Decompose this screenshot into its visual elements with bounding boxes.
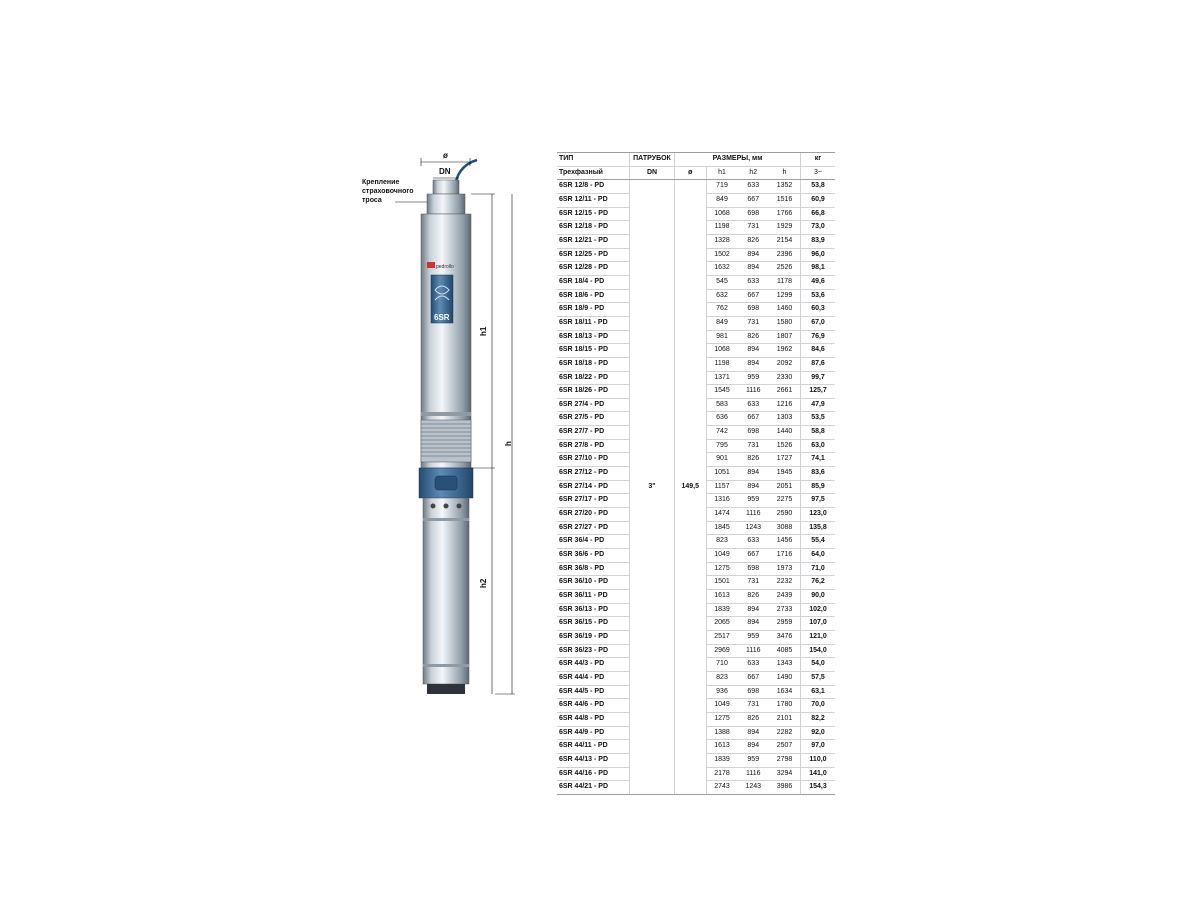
- cell-h1: 1502: [706, 248, 738, 262]
- cell-type: 6SR 27/17 - PD: [557, 494, 630, 508]
- cell-h: 2590: [769, 508, 801, 522]
- cell-weight: 67,0: [801, 316, 836, 330]
- spec-table: [557, 152, 835, 795]
- cell-weight: 121,0: [801, 630, 836, 644]
- cell-h1: 545: [706, 275, 738, 289]
- cell-h2: 1116: [738, 508, 770, 522]
- cell-h: 1299: [769, 289, 801, 303]
- cell-h2: 1116: [738, 644, 770, 658]
- cell-h2: 731: [738, 699, 770, 713]
- header-kg-sub: 3~: [801, 166, 836, 180]
- cell-weight: 87,6: [801, 357, 836, 371]
- cell-h: 1440: [769, 426, 801, 440]
- cell-h1: 1157: [706, 480, 738, 494]
- cell-h: 2798: [769, 753, 801, 767]
- cell-weight: 83,9: [801, 234, 836, 248]
- cell-type: 6SR 27/7 - PD: [557, 426, 630, 440]
- cell-h2: 633: [738, 535, 770, 549]
- cell-type: 6SR 12/25 - PD: [557, 248, 630, 262]
- cell-h2: 894: [738, 617, 770, 631]
- cell-h2: 826: [738, 712, 770, 726]
- cell-h1: 2969: [706, 644, 738, 658]
- cell-h1: 1275: [706, 712, 738, 726]
- cell-weight: 135,8: [801, 521, 836, 535]
- cell-h: 1178: [769, 275, 801, 289]
- cell-h2: 959: [738, 494, 770, 508]
- cell-h: 1303: [769, 412, 801, 426]
- cell-weight: 49,6: [801, 275, 836, 289]
- cell-weight: 97,5: [801, 494, 836, 508]
- cell-weight: 47,9: [801, 398, 836, 412]
- cell-h1: 901: [706, 453, 738, 467]
- cell-h: 2051: [769, 480, 801, 494]
- dim-h2-label: h2: [479, 578, 488, 588]
- cell-h2: 959: [738, 630, 770, 644]
- cell-h2: 698: [738, 562, 770, 576]
- cell-weight: 60,3: [801, 303, 836, 317]
- brand-badge-text: 6SR: [434, 313, 450, 322]
- cell-type: 6SR 18/4 - PD: [557, 275, 630, 289]
- cell-h2: 1116: [738, 385, 770, 399]
- cell-weight: 96,0: [801, 248, 836, 262]
- cell-type: 6SR 12/18 - PD: [557, 221, 630, 235]
- cell-weight: 83,6: [801, 467, 836, 481]
- cell-h: 1456: [769, 535, 801, 549]
- cell-type: 6SR 44/3 - PD: [557, 658, 630, 672]
- cell-type: 6SR 18/15 - PD: [557, 344, 630, 358]
- cell-type: 6SR 36/4 - PD: [557, 535, 630, 549]
- cell-h: 1945: [769, 467, 801, 481]
- cell-h: 1727: [769, 453, 801, 467]
- cell-weight: 141,0: [801, 767, 836, 781]
- cell-h2: 894: [738, 480, 770, 494]
- motor-bolt: [457, 504, 462, 509]
- header-dimensions: РАЗМЕРЫ, мм: [675, 153, 801, 167]
- cell-h2: 667: [738, 412, 770, 426]
- cell-h1: 1613: [706, 590, 738, 604]
- cell-weight: 154,0: [801, 644, 836, 658]
- cell-type: 6SR 36/19 - PD: [557, 630, 630, 644]
- cell-h: 2282: [769, 726, 801, 740]
- cell-weight: 60,9: [801, 193, 836, 207]
- cell-h2: 894: [738, 248, 770, 262]
- cell-h2: 826: [738, 330, 770, 344]
- cell-h1: 1316: [706, 494, 738, 508]
- cell-h1: 849: [706, 316, 738, 330]
- cell-h2: 959: [738, 371, 770, 385]
- cell-weight: 92,0: [801, 726, 836, 740]
- cell-type: 6SR 18/18 - PD: [557, 357, 630, 371]
- cell-h: 2733: [769, 603, 801, 617]
- cell-weight: 53,6: [801, 289, 836, 303]
- cell-weight: 74,1: [801, 453, 836, 467]
- cell-h: 1343: [769, 658, 801, 672]
- cell-h1: 710: [706, 658, 738, 672]
- cell-type: 6SR 12/28 - PD: [557, 262, 630, 276]
- cell-weight: 64,0: [801, 549, 836, 563]
- cell-h2: 826: [738, 234, 770, 248]
- cell-h1: 1068: [706, 344, 738, 358]
- cell-h: 2275: [769, 494, 801, 508]
- cell-h1: 1371: [706, 371, 738, 385]
- cell-type: 6SR 12/8 - PD: [557, 180, 630, 194]
- cell-h1: 762: [706, 303, 738, 317]
- cell-type: 6SR 27/14 - PD: [557, 480, 630, 494]
- cell-h2: 731: [738, 316, 770, 330]
- logo-mark: [427, 262, 435, 268]
- cell-h: 2154: [769, 234, 801, 248]
- cell-weight: 58,8: [801, 426, 836, 440]
- logo-text: pedrollo: [436, 264, 454, 270]
- cell-outlet-dn: [630, 180, 675, 795]
- cell-type: 6SR 18/9 - PD: [557, 303, 630, 317]
- cell-h2: 826: [738, 590, 770, 604]
- cell-type: 6SR 44/9 - PD: [557, 726, 630, 740]
- cell-h: 1807: [769, 330, 801, 344]
- cell-type: 6SR 18/6 - PD: [557, 289, 630, 303]
- cell-type: 6SR 27/10 - PD: [557, 453, 630, 467]
- motor-bolt: [431, 504, 436, 509]
- cell-h: 1216: [769, 398, 801, 412]
- cell-h1: 1839: [706, 603, 738, 617]
- cell-weight: 98,1: [801, 262, 836, 276]
- cell-weight: 70,0: [801, 699, 836, 713]
- cell-h1: 1275: [706, 562, 738, 576]
- cell-h1: 1198: [706, 221, 738, 235]
- cell-h: 2232: [769, 576, 801, 590]
- cell-h: 3294: [769, 767, 801, 781]
- cell-weight: 76,9: [801, 330, 836, 344]
- cell-h1: 2065: [706, 617, 738, 631]
- cell-type: 6SR 36/11 - PD: [557, 590, 630, 604]
- cell-h2: 1116: [738, 767, 770, 781]
- cell-h1: 1474: [706, 508, 738, 522]
- cell-h1: 2743: [706, 781, 738, 795]
- cell-h2: 1243: [738, 521, 770, 535]
- cell-h: 1526: [769, 439, 801, 453]
- dim-h-label: h: [504, 441, 513, 446]
- cell-h: 1780: [769, 699, 801, 713]
- cell-type: 6SR 12/11 - PD: [557, 193, 630, 207]
- cell-type: 6SR 12/15 - PD: [557, 207, 630, 221]
- cell-type: 6SR 44/21 - PD: [557, 781, 630, 795]
- cell-h1: 1049: [706, 549, 738, 563]
- cell-h: 1962: [769, 344, 801, 358]
- cell-weight: 84,6: [801, 344, 836, 358]
- cell-h: 4085: [769, 644, 801, 658]
- cell-h: 2507: [769, 740, 801, 754]
- cell-h1: 1051: [706, 467, 738, 481]
- header-outlet: ПАТРУБОК: [630, 153, 675, 167]
- cell-h2: 894: [738, 603, 770, 617]
- header-h: h: [769, 166, 801, 180]
- cell-weight: 63,1: [801, 685, 836, 699]
- cell-h1: 1839: [706, 753, 738, 767]
- cell-h: 3476: [769, 630, 801, 644]
- cell-type: 6SR 44/11 - PD: [557, 740, 630, 754]
- table-row: [557, 180, 835, 194]
- cell-h: 1490: [769, 671, 801, 685]
- cell-h: 1580: [769, 316, 801, 330]
- cell-h1: 2178: [706, 767, 738, 781]
- header-h1: h1: [706, 166, 738, 180]
- cell-weight: 110,0: [801, 753, 836, 767]
- cell-weight: 125,7: [801, 385, 836, 399]
- cell-h1: 849: [706, 193, 738, 207]
- cell-type: 6SR 44/4 - PD: [557, 671, 630, 685]
- table-header-row: [557, 153, 835, 167]
- header-kg: кг: [801, 153, 836, 167]
- cell-h1: 583: [706, 398, 738, 412]
- cell-h1: 1613: [706, 740, 738, 754]
- cell-type: 6SR 27/27 - PD: [557, 521, 630, 535]
- cell-type: 6SR 27/12 - PD: [557, 467, 630, 481]
- cell-h2: 731: [738, 439, 770, 453]
- cell-h2: 698: [738, 426, 770, 440]
- cell-type: 6SR 44/8 - PD: [557, 712, 630, 726]
- cell-h1: 1068: [706, 207, 738, 221]
- cell-h2: 894: [738, 262, 770, 276]
- cell-weight: 53,5: [801, 412, 836, 426]
- cable-attachment-label: Крепление страховочного троса: [362, 179, 414, 204]
- cell-h2: 698: [738, 685, 770, 699]
- cell-h: 2661: [769, 385, 801, 399]
- cell-type: 6SR 27/5 - PD: [557, 412, 630, 426]
- header-dia: ø: [675, 166, 707, 180]
- cell-h1: 936: [706, 685, 738, 699]
- cell-h2: 667: [738, 549, 770, 563]
- cell-h1: 719: [706, 180, 738, 194]
- cell-weight: 107,0: [801, 617, 836, 631]
- cell-type: 6SR 36/8 - PD: [557, 562, 630, 576]
- cell-h1: 2517: [706, 630, 738, 644]
- header-h2: h2: [738, 166, 770, 180]
- pump-drawing-svg: [355, 150, 535, 710]
- cell-h1: 981: [706, 330, 738, 344]
- cell-type: 6SR 36/10 - PD: [557, 576, 630, 590]
- cell-h2: 894: [738, 467, 770, 481]
- cell-type: 6SR 36/15 - PD: [557, 617, 630, 631]
- cell-h1: 795: [706, 439, 738, 453]
- cell-type: 6SR 36/23 - PD: [557, 644, 630, 658]
- cell-h1: 823: [706, 535, 738, 549]
- cell-h1: 742: [706, 426, 738, 440]
- cell-h1: 636: [706, 412, 738, 426]
- cell-h1: 1632: [706, 262, 738, 276]
- cell-h2: 894: [738, 726, 770, 740]
- header-type-sub: Трехфазный: [557, 166, 630, 180]
- cell-type: 6SR 44/13 - PD: [557, 753, 630, 767]
- cell-h2: 731: [738, 576, 770, 590]
- cell-type: 6SR 27/20 - PD: [557, 508, 630, 522]
- cell-h2: 894: [738, 357, 770, 371]
- cell-h: 1929: [769, 221, 801, 235]
- cell-h: 2526: [769, 262, 801, 276]
- cell-weight: 53,8: [801, 180, 836, 194]
- dim-dn-label: DN: [439, 167, 451, 176]
- outlet-dn-value: 3": [648, 482, 656, 490]
- cell-h: 1460: [769, 303, 801, 317]
- cell-type: 6SR 36/6 - PD: [557, 549, 630, 563]
- header-type: ТИП: [557, 153, 630, 167]
- cell-weight: 66,8: [801, 207, 836, 221]
- cell-type: 6SR 12/21 - PD: [557, 234, 630, 248]
- cell-h: 1516: [769, 193, 801, 207]
- cell-weight: 90,0: [801, 590, 836, 604]
- cell-h1: 1501: [706, 576, 738, 590]
- cell-h2: 1243: [738, 781, 770, 795]
- cell-weight: 99,7: [801, 371, 836, 385]
- cell-h: 3986: [769, 781, 801, 795]
- cell-h1: 1198: [706, 357, 738, 371]
- header-outlet-sub: DN: [630, 166, 675, 180]
- cell-h: 2439: [769, 590, 801, 604]
- cell-h1: 1049: [706, 699, 738, 713]
- cell-h1: 1328: [706, 234, 738, 248]
- cell-h: 2330: [769, 371, 801, 385]
- cell-weight: 54,0: [801, 658, 836, 672]
- motor-bolt: [444, 504, 449, 509]
- cell-type: 6SR 18/26 - PD: [557, 385, 630, 399]
- cell-h1: 1845: [706, 521, 738, 535]
- cell-h: 1716: [769, 549, 801, 563]
- cell-h1: 1545: [706, 385, 738, 399]
- cell-h2: 959: [738, 753, 770, 767]
- cell-h: 1352: [769, 180, 801, 194]
- cell-type: 6SR 18/13 - PD: [557, 330, 630, 344]
- cell-type: 6SR 18/11 - PD: [557, 316, 630, 330]
- cell-type: 6SR 44/16 - PD: [557, 767, 630, 781]
- cell-h2: 698: [738, 207, 770, 221]
- cell-weight: 71,0: [801, 562, 836, 576]
- cell-weight: 123,0: [801, 508, 836, 522]
- cell-h2: 633: [738, 398, 770, 412]
- cell-h2: 667: [738, 289, 770, 303]
- cell-h2: 667: [738, 671, 770, 685]
- cell-type: 6SR 27/8 - PD: [557, 439, 630, 453]
- cell-h: 1973: [769, 562, 801, 576]
- cell-h: 3088: [769, 521, 801, 535]
- cell-type: 6SR 18/22 - PD: [557, 371, 630, 385]
- cell-h: 2959: [769, 617, 801, 631]
- cell-h1: 823: [706, 671, 738, 685]
- spec-table-container: [557, 152, 835, 795]
- cell-type: 6SR 44/5 - PD: [557, 685, 630, 699]
- cell-weight: 102,0: [801, 603, 836, 617]
- dim-h1-label: h1: [479, 326, 488, 336]
- cell-type: 6SR 44/6 - PD: [557, 699, 630, 713]
- cell-h: 2101: [769, 712, 801, 726]
- cell-weight: 154,3: [801, 781, 836, 795]
- cell-h2: 633: [738, 180, 770, 194]
- cell-h: 1634: [769, 685, 801, 699]
- intake-screen: [421, 420, 471, 462]
- diameter-value: 149,5: [681, 482, 700, 490]
- motor-body: [423, 498, 469, 684]
- table-subheader-row: [557, 166, 835, 180]
- cell-h: 2396: [769, 248, 801, 262]
- cell-h2: 894: [738, 344, 770, 358]
- cell-h1: 1388: [706, 726, 738, 740]
- cell-h: 1766: [769, 207, 801, 221]
- cell-weight: 82,2: [801, 712, 836, 726]
- cell-h1: 632: [706, 289, 738, 303]
- cell-weight: 55,4: [801, 535, 836, 549]
- cell-type: 6SR 36/13 - PD: [557, 603, 630, 617]
- cell-h2: 633: [738, 275, 770, 289]
- cell-weight: 76,2: [801, 576, 836, 590]
- spec-table-body: [557, 180, 835, 795]
- cell-h2: 633: [738, 658, 770, 672]
- cell-weight: 63,0: [801, 439, 836, 453]
- cell-weight: 85,9: [801, 480, 836, 494]
- cell-type: 6SR 27/4 - PD: [557, 398, 630, 412]
- dim-dia-label: ø: [443, 151, 448, 160]
- cell-h2: 826: [738, 453, 770, 467]
- cell-diameter: [675, 180, 707, 795]
- cell-h2: 731: [738, 221, 770, 235]
- cell-h2: 698: [738, 303, 770, 317]
- cell-h2: 894: [738, 740, 770, 754]
- pump-head: [427, 194, 465, 214]
- motor-base: [427, 684, 465, 694]
- cell-h2: 667: [738, 193, 770, 207]
- discharge-outlet: [433, 180, 459, 194]
- cell-h: 2092: [769, 357, 801, 371]
- pump-dimension-drawing: [355, 150, 535, 710]
- cell-weight: 97,0: [801, 740, 836, 754]
- cell-weight: 57,5: [801, 671, 836, 685]
- cell-weight: 73,0: [801, 221, 836, 235]
